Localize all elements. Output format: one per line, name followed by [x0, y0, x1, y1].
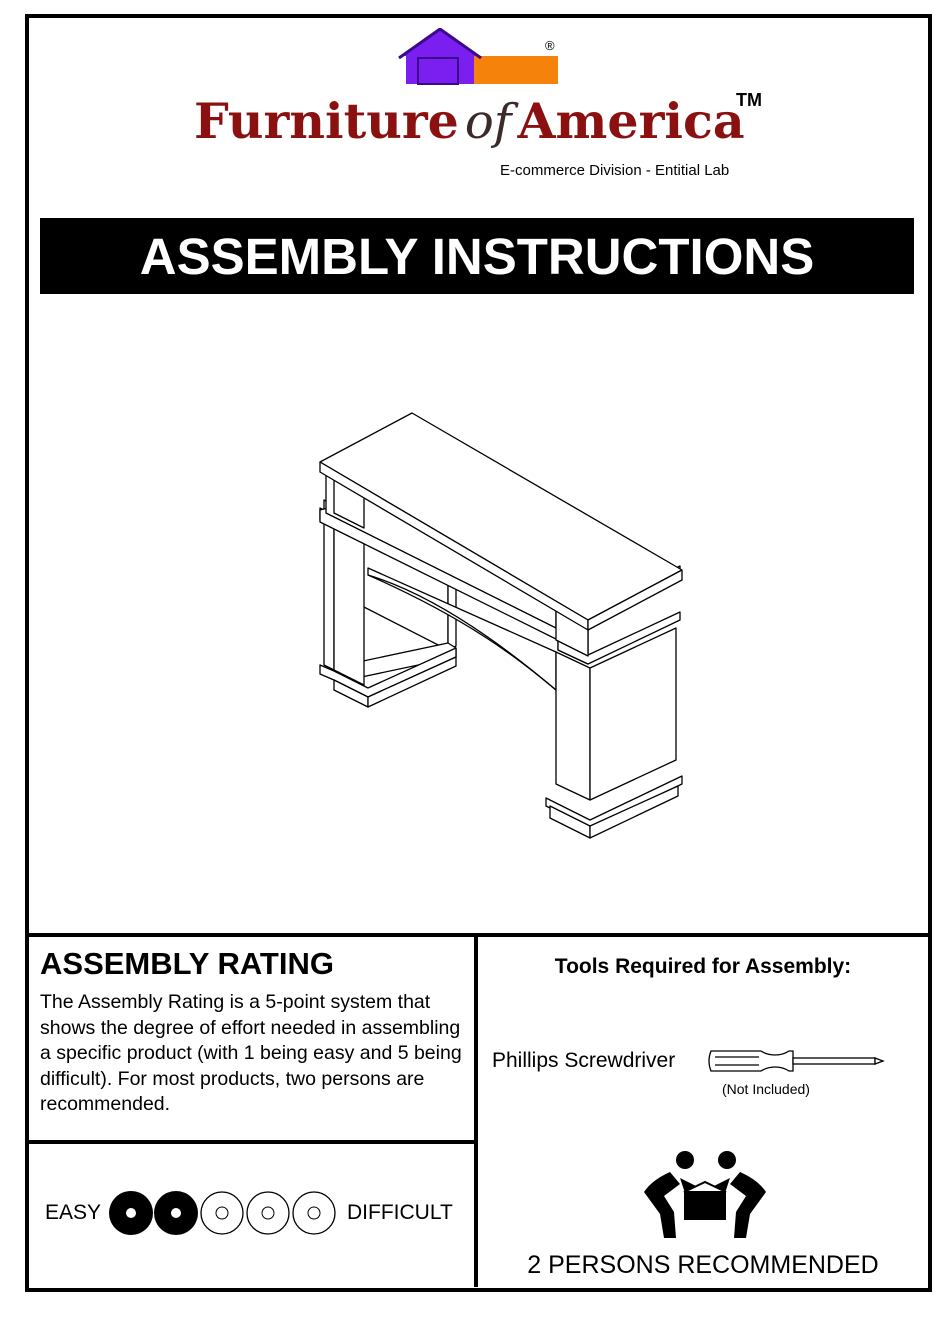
tools-title: Tools Required for Assembly: — [554, 955, 852, 978]
rating-dot-2 — [154, 1191, 198, 1235]
title-banner — [40, 218, 914, 294]
house-logo-icon — [398, 28, 568, 88]
two-persons-icon — [640, 1150, 770, 1240]
column-divider — [474, 937, 478, 1287]
banner-title: ASSEMBLY INSTRUCTIONS — [139, 227, 815, 285]
rating-dot-5 — [293, 1192, 335, 1234]
rating-divider — [29, 1140, 476, 1144]
registered-mark: ® — [545, 38, 555, 53]
brand-of: of — [464, 94, 512, 150]
easy-label: EASY — [45, 1201, 102, 1224]
desk-illustration — [300, 400, 700, 850]
brand-subtitle: E-commerce Division - Entitial Lab — [500, 162, 730, 179]
tool-name: Phillips Screwdriver — [492, 1049, 676, 1072]
brand-america: America — [517, 92, 745, 150]
difficult-label: DIFFICULT — [347, 1201, 453, 1224]
trademark-mark: TM — [736, 90, 762, 110]
persons-recommended: 2 PERSONS RECOMMENDED — [527, 1251, 879, 1279]
brand-name — [194, 90, 762, 150]
brand-main: Furniture — [194, 92, 459, 150]
rating-dots — [107, 1189, 339, 1237]
tool-note: (Not Included) — [722, 1081, 810, 1097]
rating-dot-4 — [247, 1192, 289, 1234]
rating-description: The Assembly Rating is a 5-point system that shows the degree of effort needed in assembling a specific product (with 1 being easy and 5 being difficult). For most products, two persons are recommended. — [40, 991, 462, 1115]
rating-dot-1 — [109, 1191, 153, 1235]
rating-dot-3 — [201, 1192, 243, 1234]
section-divider — [29, 933, 928, 937]
rating-title: ASSEMBLY RATING — [40, 946, 334, 981]
screwdriver-icon — [705, 1045, 885, 1077]
